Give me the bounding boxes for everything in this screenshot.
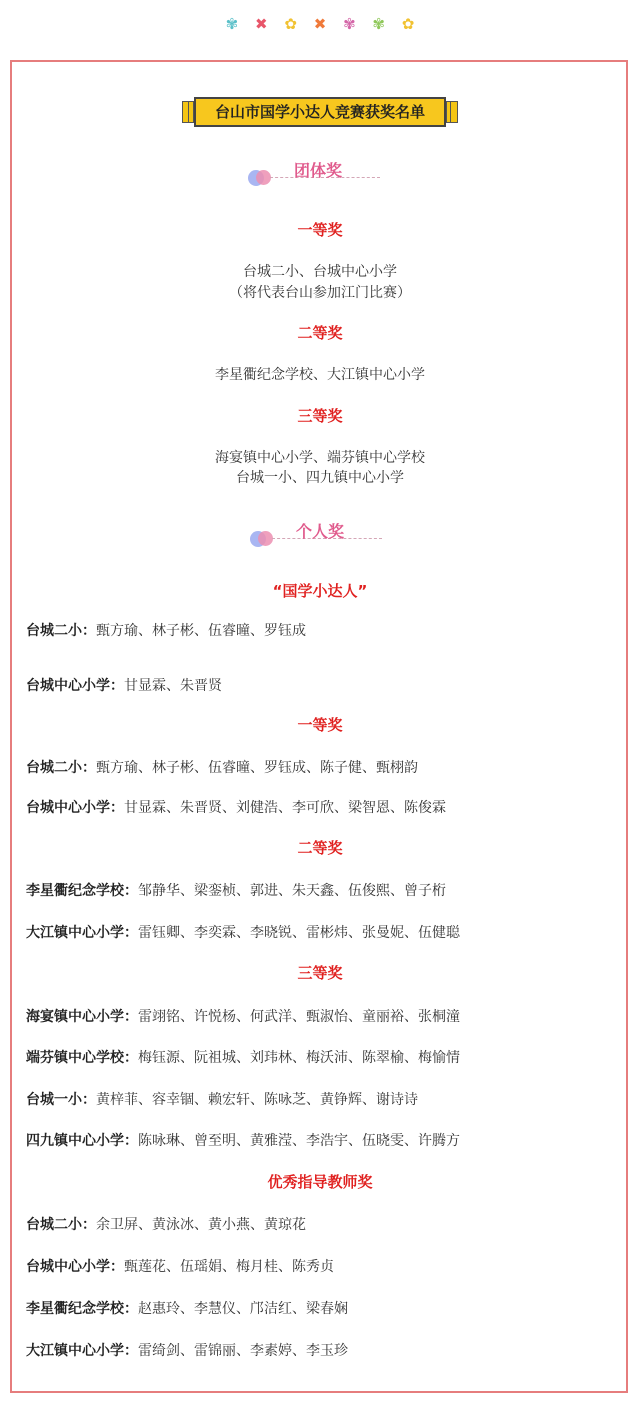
team-third-label: 三等奖 <box>297 407 343 425</box>
flower-icon: ✾ <box>372 15 385 33</box>
list-item: 台城中心小学：甄莲花、伍瑶娟、梅月桂、陈秀贞 <box>26 1259 334 1275</box>
teacher-award-label: 优秀指导教师奖 <box>267 1173 373 1191</box>
team-first-line: 台城二小、台城中心小学 <box>243 264 397 280</box>
bubble-icon <box>248 168 274 188</box>
flower-icon: ✖ <box>254 15 268 33</box>
flower-icon: ✾ <box>343 15 356 33</box>
list-item: 台城中心小学：甘显霖、朱晋贤 <box>26 678 222 694</box>
banner-cap <box>450 101 458 123</box>
list-item: 李星衢纪念学校：邹静华、梁銮桢、郭进、朱天鑫、伍俊熙、曾子桁 <box>26 883 446 899</box>
team-award-heading <box>248 158 388 188</box>
list-item: 大江镇中心小学：雷绮剑、雷锦丽、李素婷、李玉珍 <box>26 1343 348 1359</box>
list-item: 台城中心小学：甘显霖、朱晋贤、刘健浩、李可欣、梁智恩、陈俊霖 <box>26 800 446 816</box>
list-item: 台城二小：余卫屏、黄泳冰、黄小燕、黄琼花 <box>26 1217 306 1233</box>
team-first-label: 一等奖 <box>297 221 343 239</box>
individual-first-label: 一等奖 <box>297 716 343 734</box>
list-item: 海宴镇中心小学：雷翊铭、许悦杨、何武洋、甄淑怡、童丽裕、张桐潼 <box>26 1009 460 1025</box>
section-title: 团体奖 <box>294 161 343 180</box>
team-third-line: 海宴镇中心小学、端芬镇中心学校 <box>215 450 425 466</box>
bubble-icon <box>250 529 276 549</box>
individual-award-heading <box>250 519 390 549</box>
list-item: 台城一小：黄梓菲、容幸锢、赖宏轩、陈咏芝、黄铮辉、谢诗诗 <box>26 1092 418 1108</box>
title-banner <box>182 97 458 127</box>
list-item: 台城二小：甄方瑜、林子彬、伍睿曈、罗钰成、陈子健、甄栩韵 <box>26 760 418 776</box>
page-title: 台山市国学小达人竞赛获奖名单 <box>194 97 446 127</box>
flower-icon: ✾ <box>225 15 239 33</box>
flower-icon: ✿ <box>284 15 297 33</box>
section-title: 个人奖 <box>296 522 345 541</box>
individual-third-label: 三等奖 <box>297 964 343 982</box>
team-second-label: 二等奖 <box>297 324 343 342</box>
team-second-line: 李星衢纪念学校、大江镇中心小学 <box>215 367 425 383</box>
team-third-line: 台城一小、四九镇中心小学 <box>236 470 404 486</box>
individual-second-label: 二等奖 <box>297 839 343 857</box>
list-item: 大江镇中心小学：雷钰卿、李奕霖、李晓锐、雷彬炜、张曼妮、伍健聪 <box>26 925 460 941</box>
decorative-flowers <box>0 15 640 33</box>
list-item: 四九镇中心小学：陈咏琳、曾至明、黄雅滢、李浩宇、伍晓雯、许腾方 <box>26 1133 460 1149</box>
team-first-line: （将代表台山参加江门比赛） <box>229 285 411 301</box>
list-item: 台城二小：甄方瑜、林子彬、伍睿曈、罗钰成 <box>26 623 306 639</box>
list-item: 端芬镇中心学校：梅钰源、阮祖城、刘玮林、梅沃沛、陈翠榆、梅愉情 <box>26 1050 460 1066</box>
flower-icon: ✿ <box>401 15 415 33</box>
master-label: “国学小达人” <box>272 582 368 600</box>
list-item: 李星衢纪念学校：赵惠玲、李慧仪、邝洁红、梁春娴 <box>26 1301 348 1317</box>
flower-icon: ✖ <box>313 15 327 33</box>
